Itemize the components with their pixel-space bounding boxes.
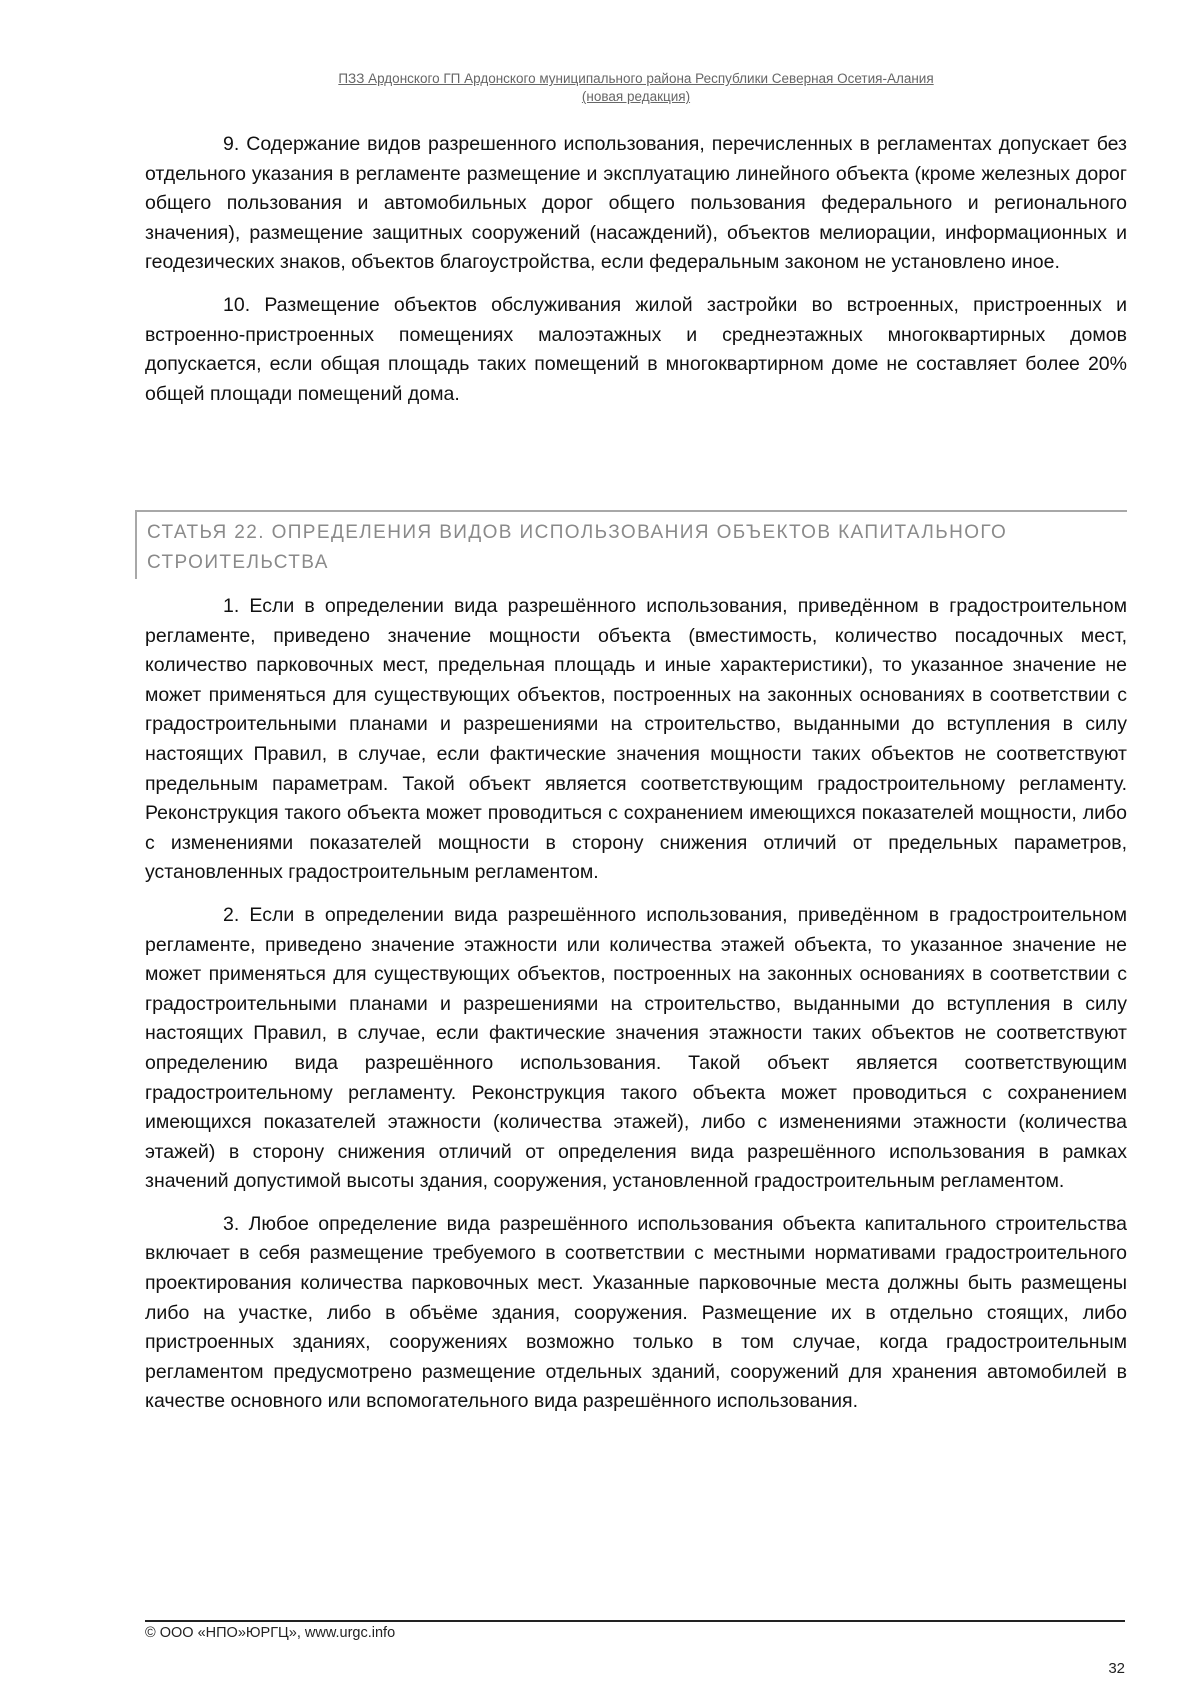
article-heading-box (135, 510, 1127, 579)
header-title: ПЗЗ Ардонского ГП Ардонского муниципального района Республики Северная Осетия-Алания (338, 71, 934, 86)
paragraph-9: 9. Содержание видов разрешенного использования, перечисленных в регламентах допускает без отдельного указания в регламенте размещение и эксплуатацию линейного объекта (кроме железных дорог общего пользования и автомобильных дорог общего пользования федерального и регионального значения), размещение защитных сооружений (насаждений), объектов мелиорации, информационных и геодезических знаков, объектов благоустройства, если федеральным законом не установлено иное. (145, 133, 1127, 274)
paragraph-10: 10. Размещение объектов обслуживания жилой застройки во встроенных, пристроенных и встроенно-пристроенных помещениях малоэтажных и среднеэтажных многоквартирных домов допускается, если общая площадь таких помещений в многоквартирном доме не составляет более 20% общей площади помещений дома. (145, 293, 1127, 405)
header-subtitle: (новая редакция) (581, 89, 691, 105)
body-block-top (145, 130, 1127, 409)
paragraph-3: 3. Любое определение вида разрешённого использования объекта капитального строительства включает в себя размещение требуемого в соответствии с местными нормативами градостроительного проектирования количества парковочных мест. Указанные парковочные места должны быть размещены либо на участке, либо в объёме здания, сооружения. Размещение их в отдельно стоящих, либо пристроенных зданиях, сооружениях возможно только в том случае, когда градостроительным регламентом предусмотрено размещение отдельных зданий, сооружений для хранения автомобилей в качестве основного или вспомогательного вида разрешённого использования. (145, 1212, 1127, 1413)
page-header (145, 70, 1127, 106)
body-block-main (145, 592, 1127, 1417)
paragraph-1: 1. Если в определении вида разрешённого использования, приведённом в градостроительном регламенте, приведено значение мощности объекта (вместимость, количество посадочных мест, количество парковочных мест, предельная площадь и иные характеристики), то указанное значение не может применяться для существующих объектов, построенных на законных основаниях в соответствии с градостроительными планами и разрешениями на строительство, выданными до вступления в силу настоящих Правил, в случае, если фактические значения мощности таких объектов не соответствуют предельным параметрам. Такой объект является соответствующим градостроительному регламенту. Реконструкция такого объекта может проводиться с сохранением имеющихся показателей мощности, либо с изменениями показателей мощности в сторону снижения отличий от предельных параметров, установленных градостроительным регламентом. (145, 595, 1127, 884)
page-number: 32 (1108, 1660, 1125, 1677)
footer-copyright: © ООО «НПО»ЮРГЦ», www.urgc.info (145, 1625, 396, 1641)
footer-divider (145, 1620, 1125, 1622)
paragraph-2: 2. Если в определении вида разрешённого использования, приведённом в градостроительном регламенте, приведено значение этажности или количества этажей объекта, то указанное значение не может применяться для существующих объектов, построенных на законных основаниях в соответствии с градостроительными планами и разрешениями на строительство, выданными до вступления в силу настоящих Правил, в случае, если фактические значения этажности таких объектов не соответствуют определению вида разрешённого использования. Такой объект является соответствующим градостроительному регламенту. Реконструкция такого объекта может проводиться с сохранением имеющихся показателей этажности (количества этажей), либо с изменениями этажности (количества этажей) в сторону снижения отличий от определения вида разрешённого использования в рамках значений допустимой высоты здания, сооружения, установленной градостроительным регламентом. (145, 903, 1127, 1193)
article-title: СТАТЬЯ 22. ОПРЕДЕЛЕНИЯ ВИДОВ ИСПОЛЬЗОВАНИЯ ОБЪЕКТОВ КАПИТАЛЬНОГО СТРОИТЕЛЬСТВА (147, 522, 1008, 573)
